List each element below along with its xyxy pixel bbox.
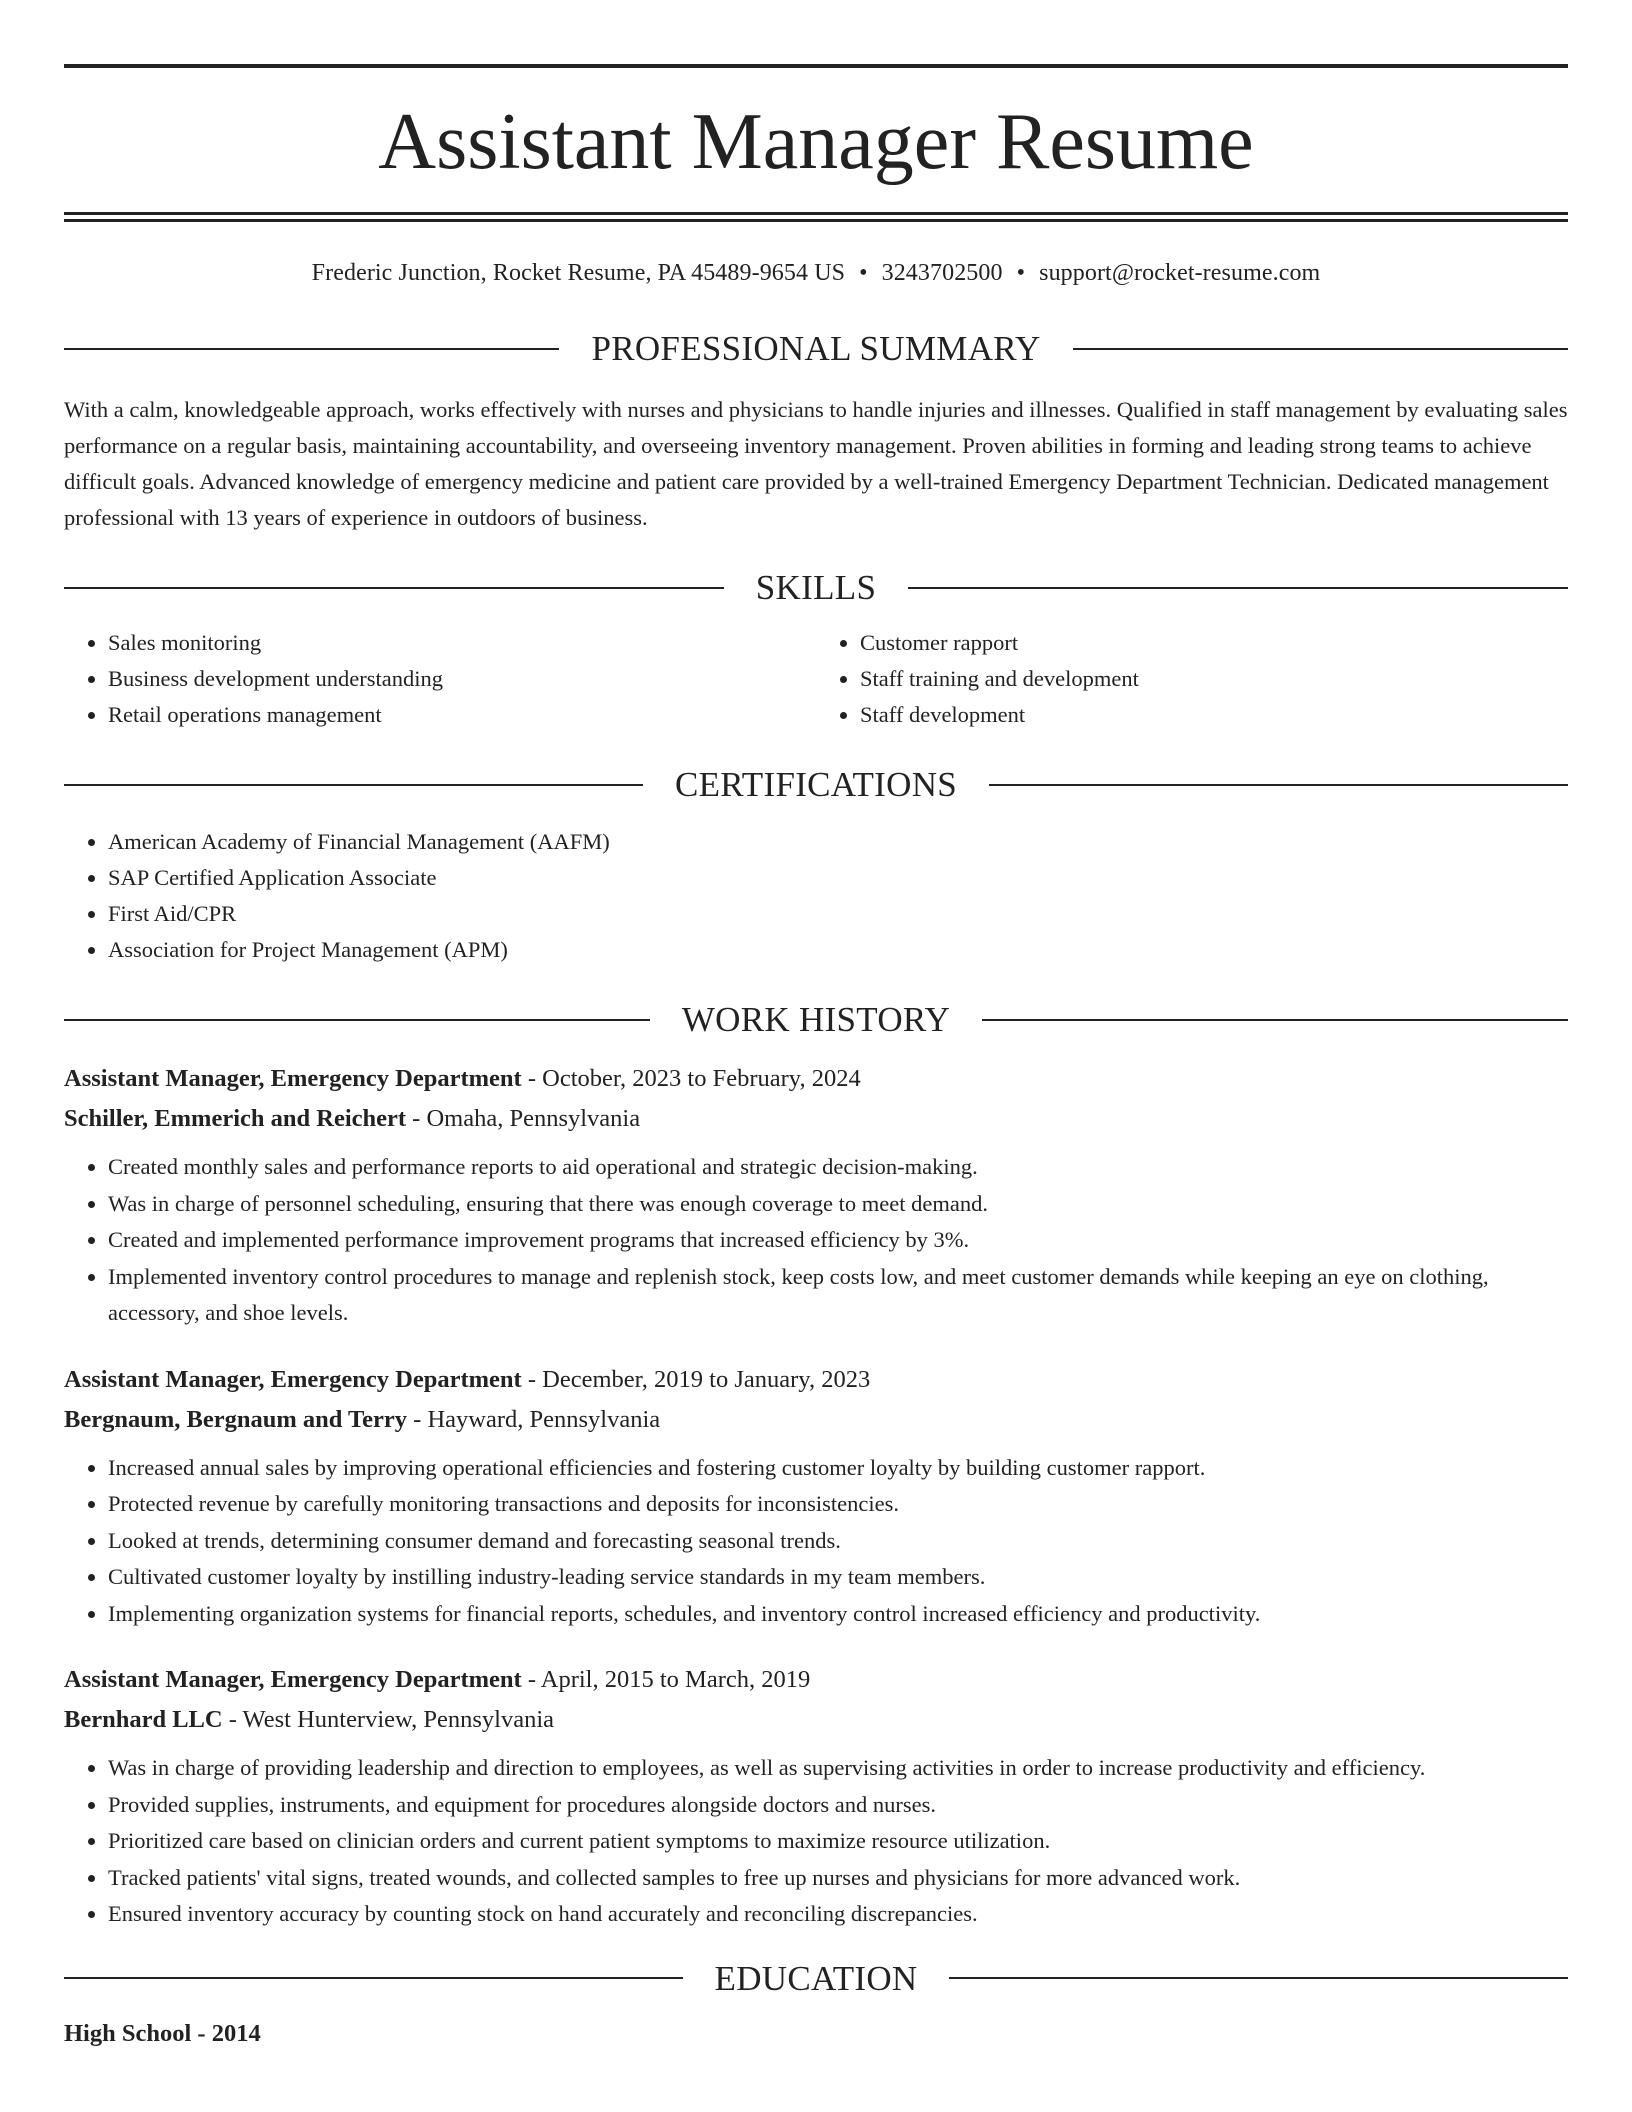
job-bullet: • Prioritized care based on clinician orders and current patient symptoms to maximize resource utilization. (108, 1823, 1568, 1860)
job-title-line (64, 1059, 1568, 1099)
certification-item: • First Aid/CPR (108, 896, 1568, 932)
skill-item: • Customer rapport (860, 625, 1568, 661)
section-heading-certifications (64, 767, 1568, 802)
certifications-list (64, 824, 1568, 968)
section-title: PROFESSIONAL SUMMARY (591, 329, 1041, 368)
certification-item: • American Academy of Financial Management (AAFM) (108, 824, 1568, 860)
job-bullet: • Provided supplies, instruments, and equipment for procedures alongside doctors and nurses. (108, 1787, 1568, 1824)
heading-rule-left (64, 784, 643, 786)
section-title: EDUCATION (714, 1958, 918, 1998)
heading-rule-right (949, 1977, 1568, 1979)
job-entry (64, 1360, 1568, 1633)
resume-page (64, 64, 1568, 2054)
job-dates: - October, 2023 to February, 2024 (521, 1065, 861, 1092)
job-bullets (64, 1450, 1568, 1633)
contact-address: Frederic Junction, Rocket Resume, PA 45489-9654 US (311, 260, 846, 286)
heading-rule-left (64, 587, 724, 589)
page-title: Assistant Manager Resume (378, 98, 1254, 186)
job-location: - West Hunterview, Pennsylvania (222, 1706, 555, 1733)
top-rule (64, 64, 1568, 68)
job-entry (64, 1660, 1568, 1933)
job-bullet: • Protected revenue by carefully monitoring transactions and deposits for inconsistencies. (108, 1486, 1568, 1523)
contact-phone: 3243702500 (881, 260, 1003, 286)
job-company: Schiller, Emmerich and Reichert (64, 1105, 407, 1132)
heading-rule-left (64, 1977, 683, 1979)
job-bullet: • Was in charge of personnel scheduling, ensuring that there was enough coverage to meet demand. (108, 1186, 1568, 1223)
job-bullet: • Increased annual sales by improving operational efficiencies and fostering customer loyalty by building customer rapport. (108, 1450, 1568, 1487)
job-bullet: • Created monthly sales and performance reports to aid operational and strategic decision-making. (108, 1149, 1568, 1186)
contact-separator: • (1016, 260, 1026, 286)
education-entry (64, 2014, 1568, 2054)
job-location: - Hayward, Pennsylvania (407, 1405, 661, 1433)
certification-item: • SAP Certified Application Associate (108, 860, 1568, 896)
job-dates: - December, 2019 to January, 2023 (521, 1365, 871, 1393)
contact-line (64, 260, 1568, 287)
skill-item: • Staff training and development (860, 661, 1568, 697)
job-title: Assistant Manager, Emergency Department (64, 1365, 522, 1393)
section-heading-education (64, 1958, 1568, 1998)
skill-item: • Retail operations management (108, 697, 816, 733)
job-bullet: • Implemented inventory control procedures to manage and replenish stock, keep costs low, and meet customer demands while keeping an eye on clothing, accessory, and shoe levels. (108, 1259, 1568, 1332)
job-bullets (64, 1149, 1568, 1332)
heading-rule-left (64, 1019, 650, 1021)
education-school: High School - 2014 (64, 2019, 261, 2047)
job-title: Assistant Manager, Emergency Department (64, 1065, 522, 1092)
heading-rule-right (989, 784, 1568, 786)
section-title: SKILLS (755, 568, 877, 607)
heading-rule-left (64, 348, 559, 350)
job-bullet: • Looked at trends, determining consumer demand and forecasting seasonal trends. (108, 1523, 1568, 1560)
summary-text: With a calm, knowledgeable approach, works effectively with nurses and physicians to handle injuries and illnesses. Qualified in staff management by evaluating sales performance on a regular basis, maintaining accountability, and overseeing inventory management. Proven abilities in forming and leading strong teams to achieve difficult goals. Advanced knowledge of emergency medicine and patient care provided by a well-trained Emergency Department Technician. Dedicated management professional with 13 years of experience in outdoors of business. (64, 397, 1568, 530)
job-title-line (64, 1660, 1568, 1700)
job-bullets (64, 1750, 1568, 1933)
section-heading-skills (64, 570, 1568, 605)
section-heading-summary (64, 331, 1568, 366)
skills-column-left (64, 625, 816, 733)
job-title: Assistant Manager, Emergency Department (64, 1666, 522, 1693)
job-entry (64, 1059, 1568, 1332)
title-double-rule (64, 212, 1568, 222)
job-bullet: • Cultivated customer loyalty by instilling industry-leading service standards in my team members. (108, 1559, 1568, 1596)
contact-separator: • (859, 260, 868, 286)
job-company-line (64, 1700, 1568, 1740)
job-dates: - April, 2015 to March, 2019 (521, 1666, 811, 1693)
job-company: Bergnaum, Bergnaum and Terry (64, 1405, 408, 1433)
contact-email: support@rocket-resume.com (1039, 260, 1321, 286)
certification-item: • Association for Project Management (APM) (108, 932, 1568, 968)
job-title-line (64, 1360, 1568, 1400)
job-company: Bernhard LLC (64, 1706, 223, 1733)
job-bullet: • Implementing organization systems for financial reports, schedules, and inventory control increased efficiency and productivity. (108, 1596, 1568, 1633)
skill-item: • Business development understanding (108, 661, 816, 697)
heading-rule-right (982, 1019, 1568, 1021)
job-company-line (64, 1400, 1568, 1440)
section-title: CERTIFICATIONS (674, 765, 958, 804)
job-bullet: • Tracked patients' vital signs, treated wounds, and collected samples to free up nurses and physicians for more advanced work. (108, 1860, 1568, 1897)
section-heading-work-history (64, 1002, 1568, 1037)
skill-item: • Sales monitoring (108, 625, 816, 661)
job-bullet: • Ensured inventory accuracy by counting stock on hand accurately and reconciling discrepancies. (108, 1896, 1568, 1933)
skills-list (64, 625, 1568, 733)
heading-rule-right (908, 587, 1568, 589)
skill-item: • Staff development (860, 697, 1568, 733)
heading-rule-right (1073, 348, 1568, 350)
section-title: WORK HISTORY (681, 1000, 951, 1039)
job-bullet: • Was in charge of providing leadership and direction to employees, as well as supervising activities in order to increase productivity and efficiency. (108, 1750, 1568, 1787)
job-location: - Omaha, Pennsylvania (406, 1105, 641, 1132)
job-company-line (64, 1099, 1568, 1139)
job-bullet: • Created and implemented performance improvement programs that increased efficiency by 3%. (108, 1222, 1568, 1259)
skills-column-right (816, 625, 1568, 733)
